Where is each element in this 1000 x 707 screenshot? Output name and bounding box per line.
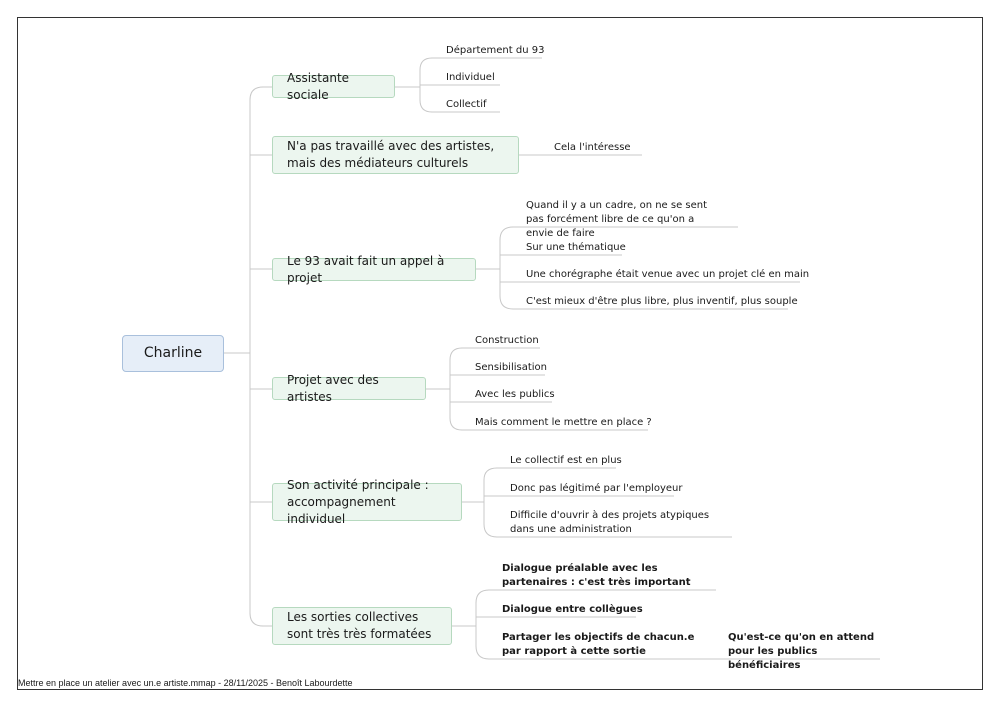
branch-assistante-sociale[interactable] [272, 70, 395, 102]
leaf-dialogue-collegues: Dialogue entre collègues [502, 604, 643, 615]
branch-projet-artistes[interactable] [272, 372, 426, 404]
branch-label: N'a pas travaillé avec des artistes, mais des médiateurs culturels [287, 139, 495, 170]
leaf-individuel: Individuel [446, 72, 495, 83]
leaf-departement-93: Département du 93 [446, 45, 545, 56]
leaf-sensibilisation: Sensibilisation [475, 362, 548, 373]
branch-label: Projet avec des artistes [287, 372, 379, 404]
leaf-mettre-en-place: Mais comment le mettre en place ? [475, 417, 652, 428]
branch-label: Le 93 avait fait un appel à projet [287, 253, 445, 285]
branch-mediateurs-culturels[interactable] [272, 136, 519, 174]
leaf-cela-interesse: Cela l'intéresse [554, 142, 631, 153]
leaf-plus-libre: C'est mieux d'être plus libre, plus inventif, plus souple [526, 296, 798, 307]
branch-activite-principale[interactable] [272, 477, 462, 526]
branch-sorties-collectives[interactable] [272, 607, 452, 645]
leaf-thematique: Sur une thématique [526, 242, 626, 253]
leaf-attentes-publics: Qu'est-ce qu'on en attend pour les publics bénéficiaires [728, 632, 875, 671]
leaf-construction: Construction [475, 335, 539, 346]
footer-caption: Mettre en place un atelier avec un.e artiste.mmap - 28/11/2025 - Benoît Labourdette [18, 678, 353, 688]
leaf-avec-publics: Avec les publics [475, 389, 555, 400]
leaf-choregraphe: Une chorégraphe était venue avec un projet clé en main [526, 269, 810, 280]
leaf-projets-atypiques: Difficile d'ouvrir à des projets atypiques dans une administration [510, 510, 710, 535]
root-node[interactable] [122, 335, 224, 372]
root-label: Charline [143, 345, 203, 361]
leaf-cadre: Quand il y a un cadre, on ne se sent pas forcément libre de ce qu'on a envie de faire [526, 200, 708, 239]
leaf-pas-legitime: Donc pas légitimé par l'employeur [510, 483, 683, 494]
branch-label: Les sorties collectives sont très très formatées [287, 610, 432, 641]
leaf-collectif-en-plus: Le collectif est en plus [510, 455, 622, 466]
branch-appel-a-projet[interactable] [272, 253, 476, 285]
leaf-dialogue-partenaires: Dialogue préalable avec les partenaires : c'est très important [502, 563, 691, 588]
branch-label: Son activité principale : accompagnement individuel [287, 477, 429, 526]
branch-label: Assistante sociale [287, 70, 350, 102]
leaf-collectif: Collectif [446, 99, 487, 110]
leaf-partager-objectifs: Partager les objectifs de chacun.e par rapport à cette sortie [502, 632, 695, 657]
